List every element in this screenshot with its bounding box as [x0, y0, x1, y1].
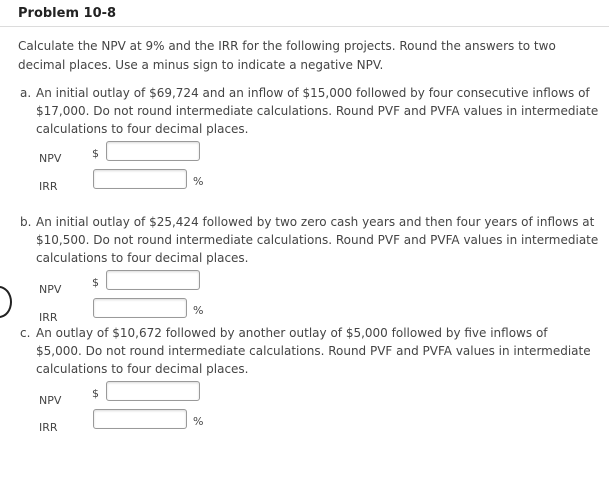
- part-b-question: [20, 213, 605, 267]
- part-a-question: [20, 84, 605, 138]
- part-a-npv-input[interactable]: [106, 141, 200, 161]
- part-c-irr-input[interactable]: [93, 409, 187, 429]
- part-c-percent-sign: %: [193, 415, 204, 428]
- part-b-line-1: An initial outlay of $25,424 followed by two zero cash years and then four years of inflows at: [36, 215, 595, 229]
- part-a-npv-label: NPV: [39, 152, 62, 165]
- part-a-percent-sign: %: [193, 175, 204, 188]
- part-c-irr-label: IRR: [39, 421, 58, 434]
- part-c-line-3: calculations to four decimal places.: [36, 362, 249, 376]
- side-arc-decoration: [0, 286, 12, 318]
- part-b-dollar-sign: $: [92, 276, 99, 289]
- part-b-npv-label: NPV: [39, 283, 62, 296]
- part-b-label: b.: [20, 215, 32, 229]
- title-divider: [0, 26, 609, 27]
- part-b-line-2: $10,500. Do not round intermediate calculations. Round PVF and PVFA values in intermediate: [36, 233, 599, 247]
- part-a-line-2: $17,000. Do not round intermediate calculations. Round PVF and PVFA values in intermediate: [36, 104, 599, 118]
- part-a-irr-label: IRR: [39, 180, 58, 193]
- part-c-question: [20, 324, 605, 378]
- part-c-dollar-sign: $: [92, 387, 99, 400]
- part-b-irr-label: IRR: [39, 311, 58, 324]
- part-c-label: c.: [20, 326, 31, 340]
- part-b-percent-sign: %: [193, 304, 204, 317]
- part-a-irr-input[interactable]: [93, 169, 187, 189]
- part-c-npv-input[interactable]: [106, 381, 200, 401]
- part-a-dollar-sign: $: [92, 147, 99, 160]
- part-b-npv-input[interactable]: [106, 270, 200, 290]
- part-c-line-1: An outlay of $10,672 followed by another outlay of $5,000 followed by five inflows of: [36, 326, 548, 340]
- part-c-npv-label: NPV: [39, 394, 62, 407]
- part-a-line-1: An initial outlay of $69,724 and an inflow of $15,000 followed by four consecutive inflows of: [36, 86, 590, 100]
- part-c-line-2: $5,000. Do not round intermediate calculations. Round PVF and PVFA values in intermediate: [36, 344, 591, 358]
- part-a-label: a.: [20, 86, 32, 100]
- part-b-line-3: calculations to four decimal places.: [36, 251, 249, 265]
- part-a-line-3: calculations to four decimal places.: [36, 122, 249, 136]
- problem-title: Problem 10-8: [18, 6, 117, 21]
- problem-instructions: Calculate the NPV at 9% and the IRR for the following projects. Round the answers to two decimal places. Use a minus sign to indicate a negative NPV.: [18, 39, 556, 72]
- part-b-irr-input[interactable]: [93, 298, 187, 318]
